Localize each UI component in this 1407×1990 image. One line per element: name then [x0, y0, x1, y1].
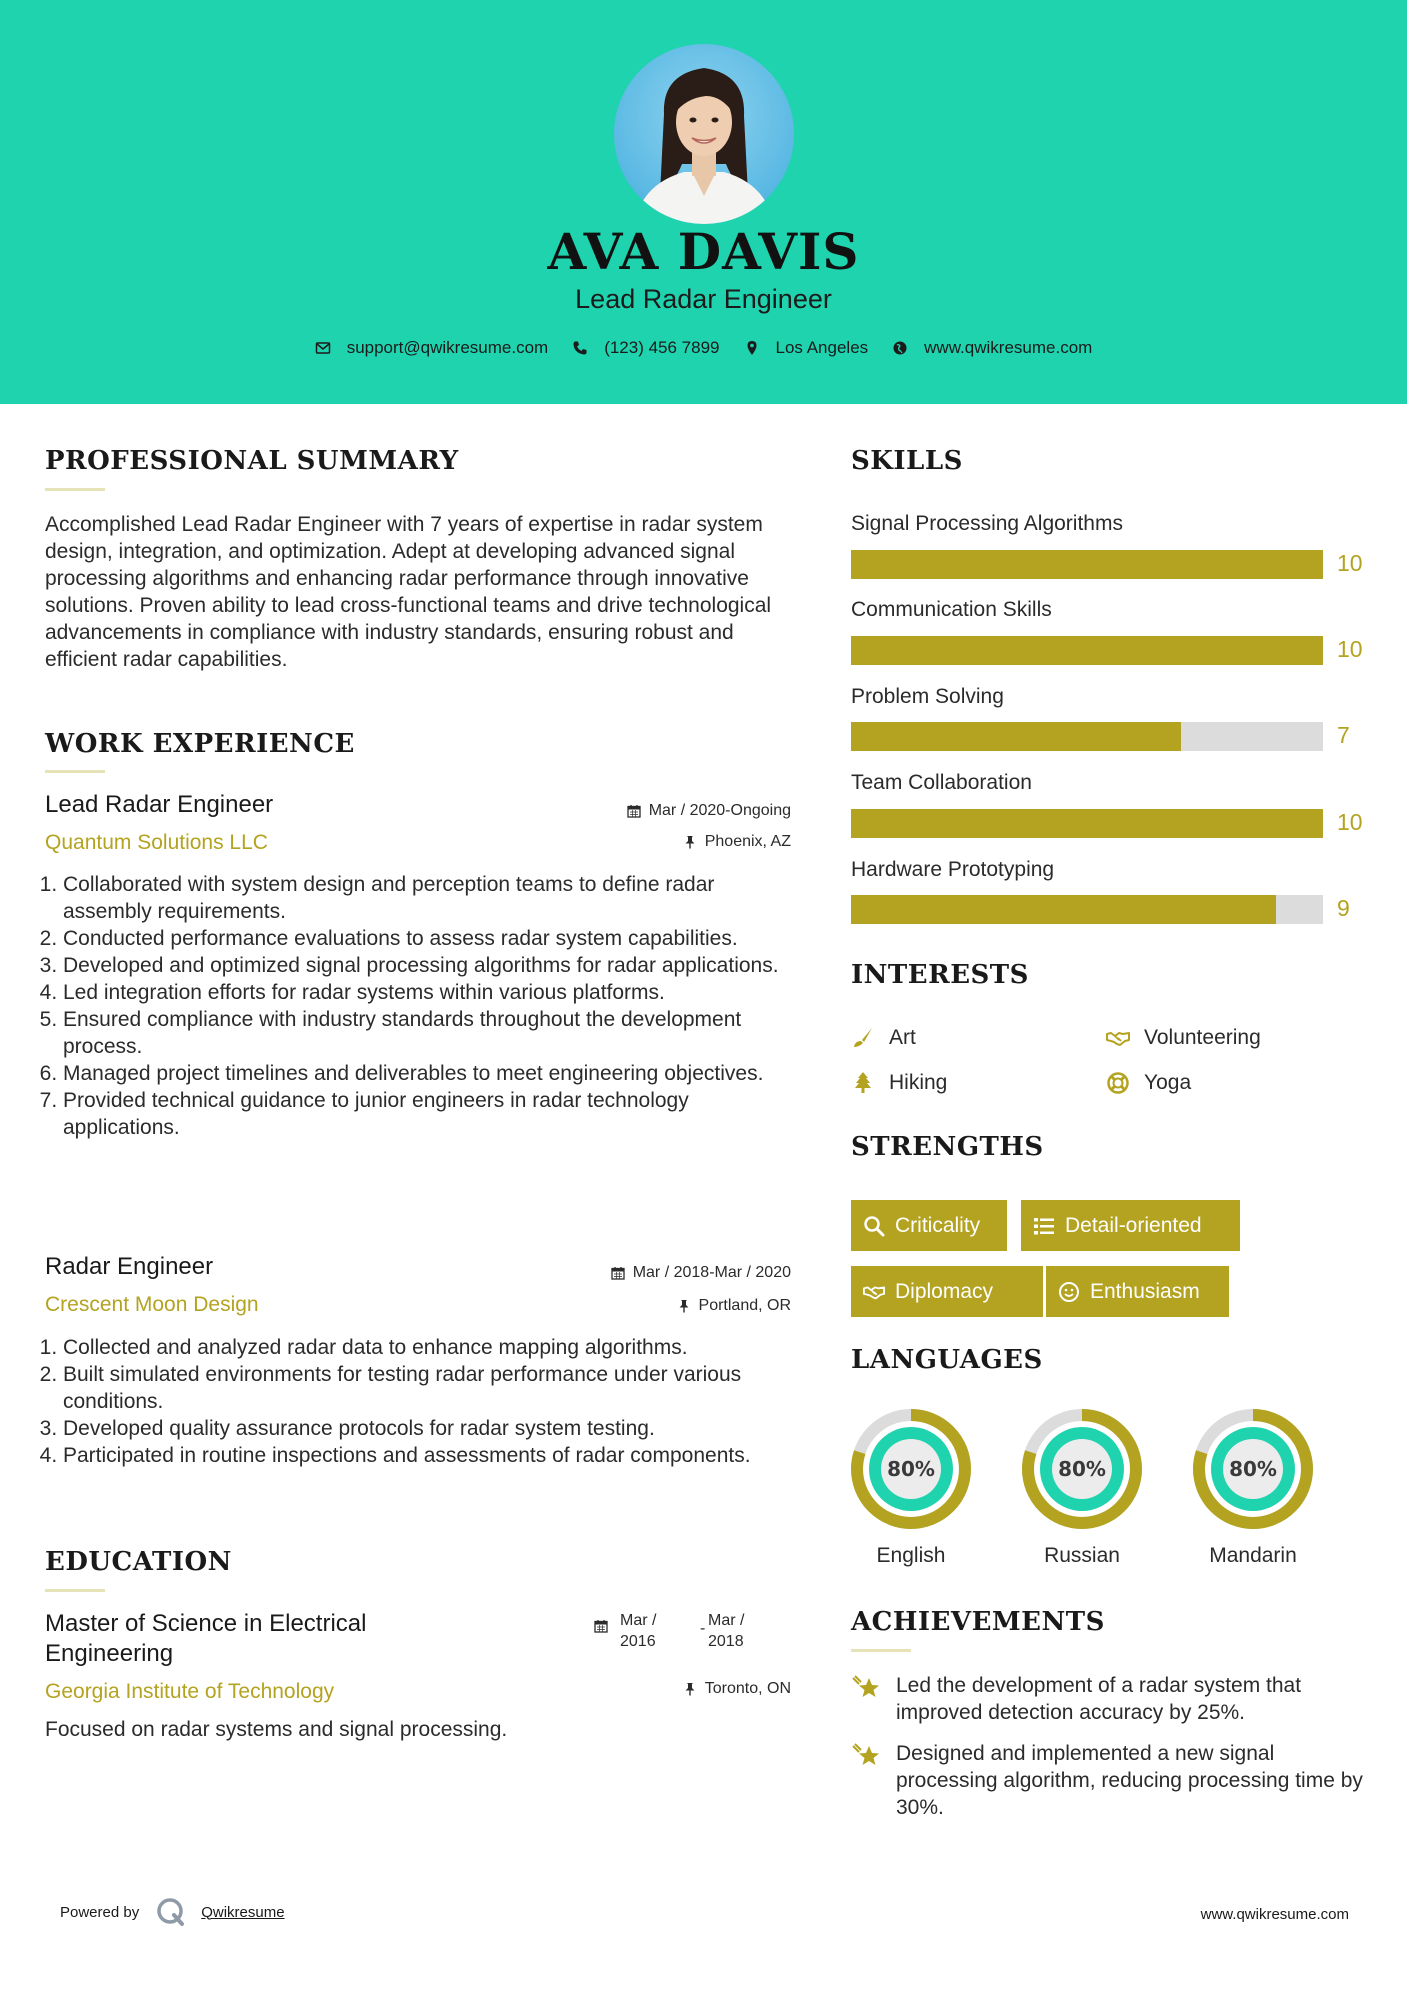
skill-name: Communication Skills: [851, 598, 1052, 621]
education-location: [500, 1680, 791, 1698]
summary-heading: PROFESSIONAL SUMMARY: [45, 446, 459, 476]
job-date: [500, 1264, 791, 1282]
job-date-text: Mar / 2020-Ongoing: [648, 802, 791, 819]
pin-icon: [683, 1682, 697, 1696]
skill-value: 10: [1337, 809, 1363, 835]
language-item: [850, 1408, 972, 1568]
language-item: [1192, 1408, 1314, 1568]
smile-icon: [1058, 1281, 1080, 1303]
skill-value: 7: [1337, 722, 1350, 748]
job-company: Crescent Moon Design: [45, 1293, 259, 1316]
summary-divider: [45, 488, 105, 491]
interest-item: [851, 1026, 916, 1050]
phone-icon: [572, 340, 588, 356]
candidate-title: Lead Radar Engineer: [575, 284, 832, 314]
qwikresume-link[interactable]: Qwikresume: [201, 1903, 285, 1921]
calendar-icon: [611, 1266, 625, 1280]
pin-icon: [683, 835, 697, 849]
skill-name: Problem Solving: [851, 685, 1004, 708]
skill-bar-fill: [851, 550, 1323, 579]
duty-item: 3. Developed and optimized signal processing algorithms for radar applications.: [63, 952, 795, 979]
contact-phone[interactable]: [572, 338, 719, 358]
job-title: Radar Engineer: [45, 1253, 214, 1280]
skill-name: Team Collaboration: [851, 771, 1032, 794]
job-date: [500, 802, 791, 820]
contact-phone-text: (123) 456 7899: [604, 338, 720, 357]
skill-bar-fill: [851, 636, 1323, 665]
qwikresume-logo-icon: [155, 1896, 187, 1928]
interest-label: Yoga: [1144, 1071, 1192, 1094]
search-icon: [863, 1215, 885, 1237]
candidate-name: AVA DAVIS: [547, 222, 860, 281]
job-location: [500, 833, 791, 851]
job-location-text: Phoenix, AZ: [704, 833, 791, 850]
duty-item: 6. Managed project timelines and deliverables to meet engineering objectives.: [63, 1060, 795, 1087]
language-item: [1021, 1408, 1143, 1568]
language-name: English: [876, 1544, 946, 1567]
duty-item: 1. Collaborated with system design and perception teams to define radar assembly requirements.: [63, 871, 795, 925]
interest-label: Hiking: [889, 1071, 948, 1094]
tree-icon: [851, 1071, 875, 1095]
achievement-text: Led the development of a radar system that improved detection accuracy by 25%.: [896, 1674, 1302, 1724]
duty-item: 4. Led integration efforts for radar systems within various platforms.: [63, 979, 795, 1006]
contact-bar: [0, 338, 1407, 358]
strength-tag: [1021, 1200, 1240, 1251]
interest-item: [851, 1071, 947, 1095]
language-ring: [1192, 1408, 1314, 1530]
achievement-item: [851, 1672, 1371, 1726]
strength-label: Criticality: [895, 1213, 981, 1237]
strength-label: Detail-oriented: [1065, 1213, 1202, 1237]
work-heading: WORK EXPERIENCE: [45, 729, 355, 759]
contact-email-text: support@qwikresume.com: [346, 338, 549, 357]
footer-website[interactable]: www.qwikresume.com: [1200, 1906, 1349, 1923]
duty-item: 5. Ensured compliance with industry standards throughout the development process.: [63, 1006, 795, 1060]
interests-heading: INTERESTS: [851, 960, 1029, 990]
handshake-icon: [1106, 1026, 1130, 1050]
interest-label: Volunteering: [1144, 1026, 1261, 1049]
school-name: Georgia Institute of Technology: [45, 1680, 335, 1703]
education-date-separator: -: [700, 1620, 706, 1637]
paintbrush-icon: [851, 1026, 875, 1050]
achievements-divider: [851, 1649, 911, 1652]
interest-label: Art: [889, 1026, 916, 1049]
language-percent: 80%: [887, 1457, 935, 1481]
skill-value: 10: [1337, 550, 1363, 576]
duty-item: 2. Built simulated environments for testing radar performance under various conditions.: [63, 1361, 795, 1415]
calendar-icon: [594, 1618, 608, 1637]
envelope-icon: [315, 340, 331, 356]
duty-item: 7. Provided technical guidance to junior engineers in radar technology applications.: [63, 1087, 795, 1141]
duty-item: 4. Participated in routine inspections and assessments of radar components.: [63, 1442, 795, 1469]
map-pin-icon: [744, 340, 760, 356]
skill-name: Signal Processing Algorithms: [851, 512, 1123, 535]
skill-bar: [851, 550, 1323, 579]
skill-bar: [851, 809, 1323, 838]
skill-value: 10: [1337, 636, 1363, 662]
achievement-item: [851, 1740, 1371, 1821]
footer-powered-by: [60, 1896, 285, 1928]
skill-bar-fill: [851, 895, 1276, 924]
job-location: [500, 1297, 791, 1315]
education-date-start: Mar / 2016: [620, 1612, 657, 1650]
strength-tag: [1046, 1266, 1229, 1317]
duty-item: 1. Collected and analyzed radar data to enhance mapping algorithms.: [63, 1334, 795, 1361]
education-location-text: Toronto, ON: [704, 1680, 791, 1697]
strength-label: Diplomacy: [895, 1279, 994, 1303]
star-medal-icon: [851, 1740, 881, 1770]
education-heading: EDUCATION: [45, 1547, 232, 1577]
contact-website[interactable]: [892, 338, 1092, 358]
contact-location-text: Los Angeles: [775, 338, 869, 357]
achievements-heading: ACHIEVEMENTS: [851, 1607, 1105, 1637]
star-medal-icon: [851, 1672, 881, 1702]
job-date-text: Mar / 2018-Mar / 2020: [632, 1264, 791, 1281]
handshake-icon: [863, 1281, 885, 1303]
job-title: Lead Radar Engineer: [45, 791, 274, 818]
achievement-text: Designed and implemented a new signal processing algorithm, reducing processing time by 30%.: [896, 1742, 1363, 1819]
summary-text: Accomplished Lead Radar Engineer with 7 years of expertise in radar system design, integration, and optimization. Adept at developing advanced signal processing algorithms and enhancing radar performance through innovative solutions. Proven ability to lead cross-functional teams and drive technological advancements in compliance with industry standards, ensuring robust and efficient radar capabilities.: [45, 513, 772, 671]
job-company: Quantum Solutions LLC: [45, 831, 268, 854]
language-percent: 80%: [1058, 1457, 1106, 1481]
profile-photo: [614, 44, 794, 224]
language-name: Mandarin: [1209, 1544, 1297, 1567]
language-ring: [850, 1408, 972, 1530]
contact-location: [744, 338, 869, 358]
language-ring: [1021, 1408, 1143, 1530]
skills-heading: SKILLS: [851, 446, 963, 476]
header-banner: [0, 0, 1407, 404]
interest-item: [1106, 1026, 1261, 1050]
skill-bar-fill: [851, 722, 1181, 751]
language-percent: 80%: [1229, 1457, 1277, 1481]
pin-icon: [677, 1299, 691, 1313]
skill-value: 9: [1337, 895, 1350, 921]
work-divider: [45, 770, 105, 773]
strength-label: Enthusiasm: [1090, 1279, 1200, 1303]
contact-email[interactable]: [315, 338, 549, 358]
strength-tag: [851, 1200, 1007, 1251]
calendar-icon: [627, 804, 641, 818]
contact-website-text: www.qwikresume.com: [924, 338, 1093, 357]
globe-icon: [892, 340, 908, 356]
skill-bar: [851, 895, 1323, 924]
duty-item: 2. Conducted performance evaluations to assess radar system capabilities.: [63, 925, 795, 952]
interest-item: [1106, 1071, 1191, 1095]
job-duties: [35, 871, 795, 1141]
job-duties: [35, 1334, 795, 1469]
strengths-heading: STRENGTHS: [851, 1132, 1044, 1162]
powered-by-label: Powered by: [60, 1903, 140, 1921]
language-name: Russian: [1044, 1544, 1120, 1567]
job-location-text: Portland, OR: [698, 1297, 791, 1314]
languages-heading: LANGUAGES: [851, 1345, 1043, 1375]
skill-name: Hardware Prototyping: [851, 858, 1055, 881]
education-description: Focused on radar systems and signal processing.: [45, 1718, 508, 1741]
lifebuoy-icon: [1106, 1071, 1130, 1095]
list-icon: [1033, 1215, 1055, 1237]
skill-bar-fill: [851, 809, 1323, 838]
skill-bar: [851, 636, 1323, 665]
education-divider: [45, 1589, 105, 1592]
skill-bar: [851, 722, 1323, 751]
strength-tag: [851, 1266, 1043, 1317]
education-date-end: Mar / 2018: [708, 1612, 745, 1650]
degree-title: Master of Science in Electrical Engineering: [45, 1610, 367, 1667]
duty-item: 3. Developed quality assurance protocols for radar system testing.: [63, 1415, 795, 1442]
